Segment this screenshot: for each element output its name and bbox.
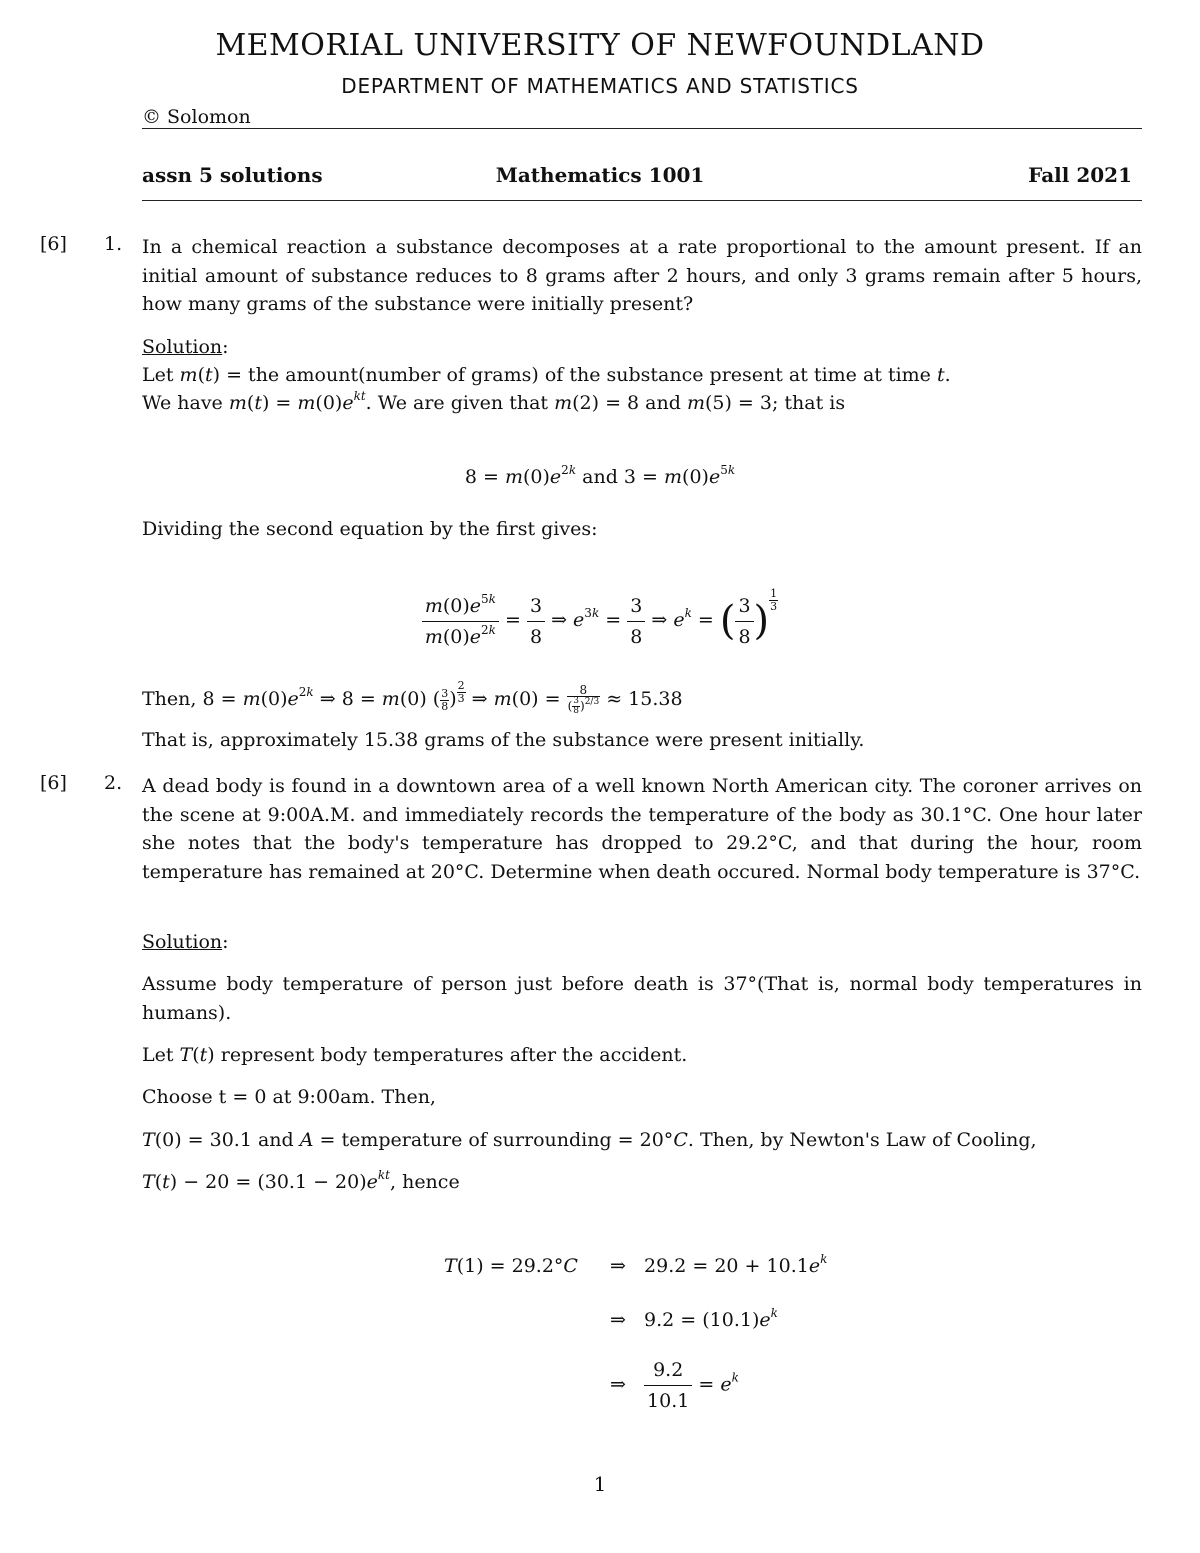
- q2-initial-line: T(0) = 30.1 and A = temperature of surrounding = 20°C. Then, by Newton's Law of Cooling,: [142, 1129, 1037, 1151]
- q1-marks: [6]: [40, 233, 67, 255]
- course-title: Mathematics 1001: [495, 163, 705, 187]
- q2-question: A dead body is found in a downtown area of a well known North American city. The coroner arrives on the scene at 9:00A.M. and immediately records the temperature of the body as 30.1°C. One hour later she notes that the body's temperature has dropped to 29.2°C, and that during the hour, room temperature has remained at 20°C. Determine when death occured. Normal body temperature is 37°C.: [142, 775, 1142, 883]
- q1-have-line: We have $m(t) = m(0)e^{kt}$. We are given that m(2) = 8 and m(5) = 3; that is: [142, 389, 846, 414]
- q2-cooling-line: $T(t) - 20 = (30.1 - 20)e^{kt}$, hence: [142, 1168, 460, 1193]
- q2-choose-line: Choose t = 0 at 9:00am. Then,: [142, 1086, 436, 1108]
- copyright: © Solomon: [142, 106, 251, 128]
- q2-step1-lhs: T(1) = 29.2°C: [444, 1255, 578, 1277]
- q1-division-equation: $\frac{m(0)e^{5k}}{m(0)e^{2k}}$ = $\frac{3}{8}$ ⇒ $e^{3k}$ = $\frac{3}{8}$ ⇒ $e^k$ = ( $\frac{3}{8}$ ) $^{\frac{1}{3}}$: [0, 588, 1200, 652]
- department-name: DEPARTMENT OF MATHEMATICS AND STATISTICS: [341, 74, 859, 98]
- header-rule-bottom: [142, 200, 1142, 201]
- q1-solution-label: Solution:: [142, 336, 229, 358]
- page-number: 1: [593, 1472, 607, 1496]
- q2-solution-label: Solution:: [142, 931, 229, 953]
- assignment-title: assn 5 solutions: [142, 163, 323, 187]
- q2-step3: ⇒ $\frac{9.2}{10.1}$ = $e^k$: [610, 1355, 739, 1416]
- q2-number: 2.: [104, 772, 123, 794]
- header-rule-top: [142, 128, 1142, 129]
- q1-equation-system: $8 = m(0)e^{2k}$ and $3 = m(0)e^{5k}$: [464, 463, 736, 488]
- q1-number: 1.: [104, 233, 123, 255]
- q2-step2: ⇒ $9.2 = (10.1)e^k$: [610, 1306, 778, 1331]
- term: Fall 2021: [1028, 163, 1132, 187]
- q2-assume-text: Assume body temperature of person just before death is 37°(That is, normal body temperatures in humans).: [142, 973, 1142, 1024]
- q2-marks: [6]: [40, 772, 67, 794]
- q1-question: In a chemical reaction a substance decomposes at a rate proportional to the amount present. If an initial amount of substance reduces to 8 grams after 2 hours, and only 3 grams remain after 5 hours, how many grams of the substance were initially present?: [142, 236, 1142, 315]
- university-name: MEMORIAL UNIVERSITY OF NEWFOUNDLAND: [215, 28, 985, 63]
- q1-dividing-text: Dividing the second equation by the first gives:: [142, 518, 598, 540]
- q1-then-line: Then, $8 = m(0)e^{2k}$ ⇒ 8 = m(0) ( $\frac{3}{8}$ ) $^{\frac{2}{3}}$ ⇒ m(0) = 8 ( $\frac{3}{8}$ )$^{2/3}$ ≈ 15.38: [142, 679, 683, 716]
- q2-let-line: Let T(t) represent body temperatures after the accident.: [142, 1044, 688, 1066]
- q1-conclusion: That is, approximately 15.38 grams of the substance were present initially.: [142, 729, 865, 751]
- q2-step1-rhs: ⇒ $29.2 = 20 + 10.1e^k$: [610, 1252, 828, 1277]
- q1-let-line: Let m(t) = the amount(number of grams) of the substance present at time at time t.: [142, 364, 951, 386]
